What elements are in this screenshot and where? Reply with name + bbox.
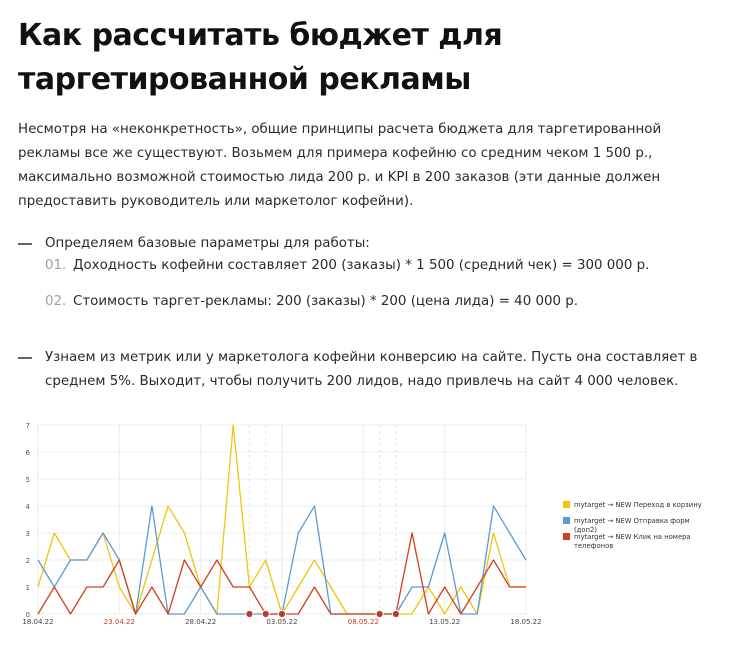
legend-label: mytarget → NEW Отправка форм (доп2) [574, 517, 690, 534]
dash-marker [18, 243, 32, 245]
event-marker [376, 610, 383, 617]
x-tick-label: 23.04.22 [103, 618, 135, 626]
paragraph-line: максимально возможной стоимостью лида 200 р. и KPI в 200 заказов (эти данные должен [18, 170, 661, 185]
intro-paragraph [18, 118, 718, 214]
legend-swatch [563, 501, 570, 508]
y-tick-label: 4 [25, 503, 30, 511]
paragraph-line: предоставить руководитель или маркетолог кофейни). [18, 194, 414, 209]
y-tick-label: 1 [25, 584, 30, 592]
x-tick-label: 18.05.22 [510, 618, 542, 626]
y-tick-label: 3 [25, 530, 30, 538]
x-tick-label: 18.04.22 [22, 618, 54, 626]
event-marker [262, 610, 269, 617]
bullet-base-params [18, 232, 718, 322]
event-marker [246, 610, 253, 617]
article-title [18, 14, 718, 102]
event-marker [392, 610, 399, 617]
title-line-1: Как рассчитать бюджет для [18, 18, 503, 53]
item-number: 02. [45, 294, 67, 309]
paragraph-line: рекламы все же существуют. Возьмем для примера кофейню со средним чеком 1 500 р., [18, 146, 653, 161]
title-line-2: таргетированной рекламы [18, 62, 471, 97]
y-tick-label: 2 [25, 557, 30, 565]
item-text: Доходность кофейни составляет 200 (заказы) * 1 500 (средний чек) = 300 000 р. [73, 258, 650, 273]
legend-swatch [563, 533, 570, 540]
x-tick-label: 08.05.22 [347, 618, 379, 626]
item-text: Стоимость таргет-рекламы: 200 (заказы) * 200 (цена лида) = 40 000 р. [73, 294, 579, 309]
item-number: 01. [45, 258, 67, 273]
conversion-chart [0, 410, 739, 640]
bullet-line: среднем 5%. Выходит, чтобы получить 200 лидов, надо привлечь на сайт 4 000 человек. [45, 374, 679, 389]
y-tick-label: 5 [25, 476, 30, 484]
dash-marker [18, 357, 32, 359]
x-tick-label: 03.05.22 [266, 618, 298, 626]
legend-label: mytarget → NEW Переход в корзину [574, 501, 702, 509]
x-tick-label: 13.05.22 [429, 618, 461, 626]
legend-label: mytarget → NEW Клик на номера телефонов [574, 533, 691, 550]
event-marker [278, 610, 285, 617]
y-tick-label: 6 [25, 449, 30, 457]
bullet-conversion [18, 346, 718, 396]
x-tick-label: 28.04.22 [185, 618, 217, 626]
bullet-line: Узнаем из метрик или у маркетолога кофейни конверсию на сайте. Пусть она составляет в [45, 350, 698, 365]
y-tick-label: 7 [25, 422, 30, 430]
legend-swatch [563, 517, 570, 524]
y-tick-label: 0 [25, 611, 30, 619]
line-chart-svg [0, 410, 739, 640]
bullet-text: Определяем базовые параметры для работы: [45, 236, 370, 251]
paragraph-line: Несмотря на «неконкретность», общие принципы расчета бюджета для таргетированной [18, 122, 662, 137]
bullet-text [45, 346, 705, 394]
